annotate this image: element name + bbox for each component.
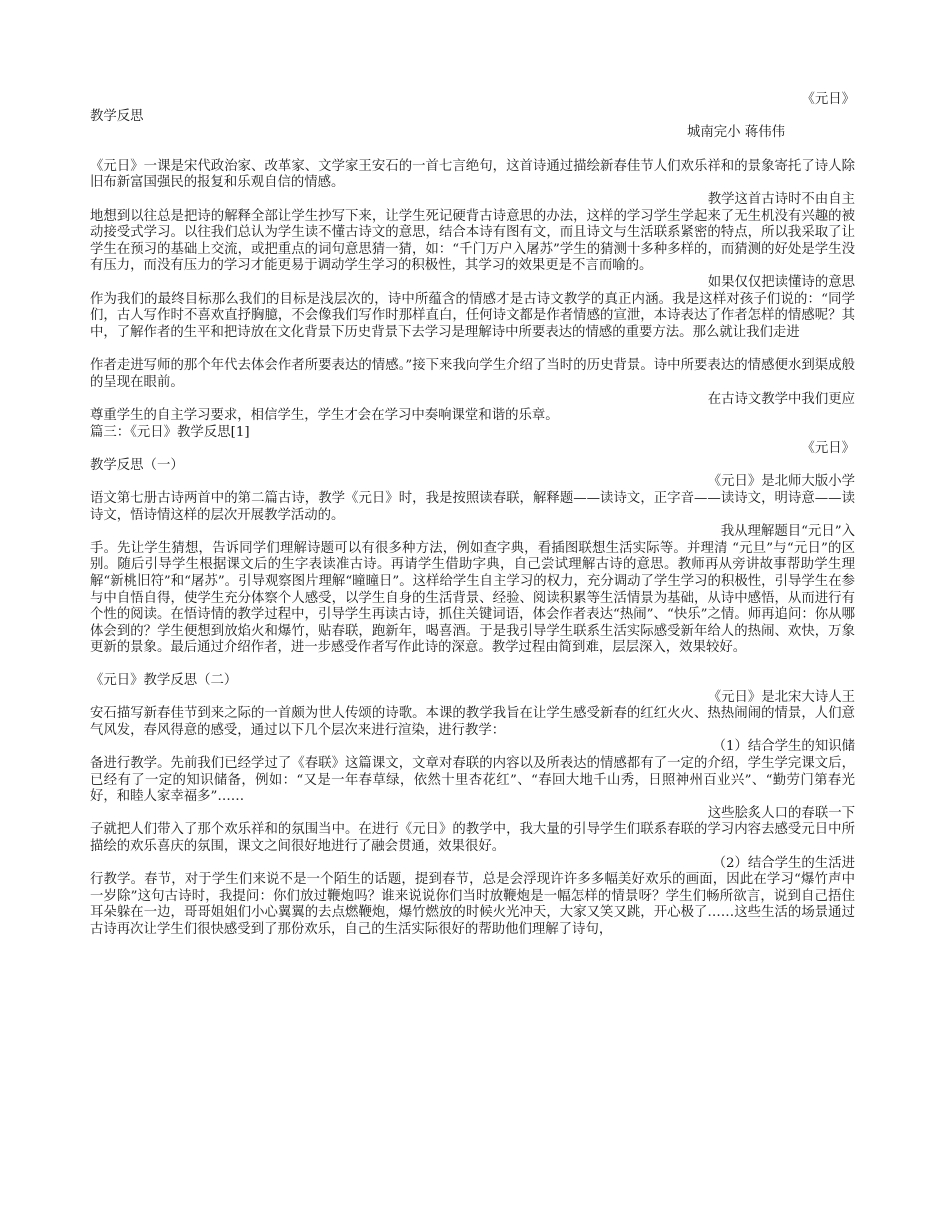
paragraph-lead: 教学这首古诗时不由自主 (707, 191, 855, 207)
paragraph: 尊重学生的自主学习要求，相信学生，学生才会在学习中奏响课堂和谐的乐章。 (90, 408, 559, 424)
paragraph-lead: 我从理解题目“元日”入 (720, 524, 855, 540)
author-line: 城南完小 蒋伟伟 (687, 125, 785, 141)
paragraph: 手。先让学生猜想，告诉同学们理解诗题可以有很多种方法，例如查字典，看插图联想生活实际等。并理清 “元旦”与“元日”的区别。随后引导学生根据课文后的生字表读准古诗。再请学生借助字典，自己尝试理解古诗的意思。教师再从旁讲故事帮助学生理解“新桃旧符”和“屠苏”。引导观察图片理解“曈曈日”。这样给学生自主学习的权力，充分调动了学生学习的积极性，引导学生在参与中自悟自得，使学生充分体察个人感受，以学生自身的生活背景、经验、阅读积累等生活情景为基础，从诗中感悟，从而进行有个性的阅读。在悟诗情的教学过程中，引导学生再读古诗，抓住关键词语，体会作者表达“热闹”、“快乐”之情。师再追问：你从哪体会到的？学生便想到放焰火和爆竹，贴春联，跑新年，喝喜酒。于是我引导学生联系生活实际感受新年给人的热闹、欢快，万象更新的景象。最后通过介绍作者，进一步感受作者写作此诗的深意。教学过程由简到难，层层深入，效果较好。 (90, 540, 855, 656)
paragraph-lead: 这些脍炙人口的春联一下 (707, 805, 855, 821)
paragraph: 安石描写新春佳节到来之际的一首颇为世人传颂的诗歌。本课的教学我旨在让学生感受新春的红红火火、热热闹闹的情景，人们意气风发，春风得意的感受，通过以下几个层次来进行渲染，进行教学： (90, 706, 855, 738)
paragraph: 《元日》一课是宋代政治家、改革家、文学家王安石的一首七言绝句，这首诗通过描绘新春佳节人们欢乐祥和的景象寄托了诗人除旧布新富国强民的报复和乐观自信的情感。 (90, 158, 855, 191)
paragraph: 备进行教学。先前我们已经学过了《春联》这篇课文，文章对春联的内容以及所表达的情感都有了一定的介绍，学生学完课文后，已经有了一定的知识储备，例如：“又是一年春草绿，依然十里杏花红”、“春回大地千山秀，日照神州百业兴”、“勤劳门第春光好，和睦人家幸福多”…… (90, 755, 855, 805)
paragraph: 语文第七册古诗两首中的第二篇古诗，教学《元日》时，我是按照读春联，解释题——读诗文，正字音——读诗文，明诗意——读诗文，悟诗情这样的层次开展教学活动的。 (90, 491, 855, 523)
doc-title: 《元日》 (801, 441, 855, 457)
paragraph-lead: 《元日》是北师大版小学 (707, 474, 855, 490)
section-heading: 《元日》教学反思（二） (90, 673, 238, 688)
paragraph: 地想到以往总是把诗的解释全部让学生抄写下来，让学生死记硬背古诗意思的办法，这样的学习学生学起来了无生机没有兴趣的被动接受式学习。以往我们总认为学生读不懂古诗文的意思，结合本诗有图有文，而且诗文与生活联系紧密的特点，所以我采取了让学生在预习的基础上交流，或把重点的词句意思猜一猜，如：“千门万户入屠苏”学生的猜测十多种多样的，而猜测的好处是学生没有压力，而没有压力的学习才能更易于调动学生学习的积极性，其学习的效果更是不言而喻的。 (90, 208, 855, 274)
paragraph: 子就把人们带入了那个欢乐祥和的氛围当中。在进行《元日》的教学中，我大量的引导学生们联系春联的学习内容去感受元日中所描绘的欢乐喜庆的氛围，课文之间很好地进行了融会贯通，效果很好。 (90, 822, 855, 854)
paragraph-lead: 在古诗文教学中我们更应 (707, 391, 855, 407)
section-heading: 教学反思 (90, 108, 144, 124)
paragraph-lead: （2）结合学生的生活进 (712, 855, 855, 871)
paragraph-lead: 《元日》是北宋大诗人王 (707, 689, 855, 705)
paragraph: 作者走进写师的那个年代去体会作者所要表达的情感。”接下来我向学生介绍了当时的历史背景。诗中所要表达的情感便水到渠成般的呈现在眼前。 (90, 358, 855, 390)
paragraph-lead: 如果仅仅把读懂诗的意思 (707, 274, 855, 290)
section-title: 篇三：《元日》教学反思[1] (90, 424, 250, 440)
paragraph: 作为我们的最终目标那么我们的目标是浅层次的，诗中所蕴含的情感才是古诗文教学的真正内涵。我是这样对孩子们说的：“同学们，古人写作时不喜欢直抒胸臆，不会像我们写作时那样直白，任何诗文都是作者情感的宣泄，本诗表达了作者怎样的情感呢？其中，了解作者的生平和把诗放在文化背景下历史背景下去学习是理解诗中所要表达的情感的重要方法。那么就让我们走进 (90, 291, 855, 340)
section-heading: 教学反思（一） (90, 457, 184, 473)
paragraph: 行教学。春节，对于学生们来说不是一个陌生的话题，提到春节，总是会浮现许许多多幅美好欢乐的画面，因此在学习“爆竹声中一岁除”这句古诗时，我提问：你们放过鞭炮吗？谁来说说你们当时放鞭炮是一幅怎样的情景呀？学生们畅所欲言，说到自己捂住耳朵躲在一边，哥哥姐姐们小心翼翼的去点燃鞭炮，爆竹燃放的时候火光冲天，大家又笑又跳，开心极了……这些生活的场景通过古诗再次让学生们很快感受到了那份欢乐，自己的生活实际很好的帮助他们理解了诗句， (90, 872, 855, 937)
paragraph-lead: （1）结合学生的知识储 (712, 739, 855, 755)
doc-title: 《元日》 (801, 92, 855, 107)
